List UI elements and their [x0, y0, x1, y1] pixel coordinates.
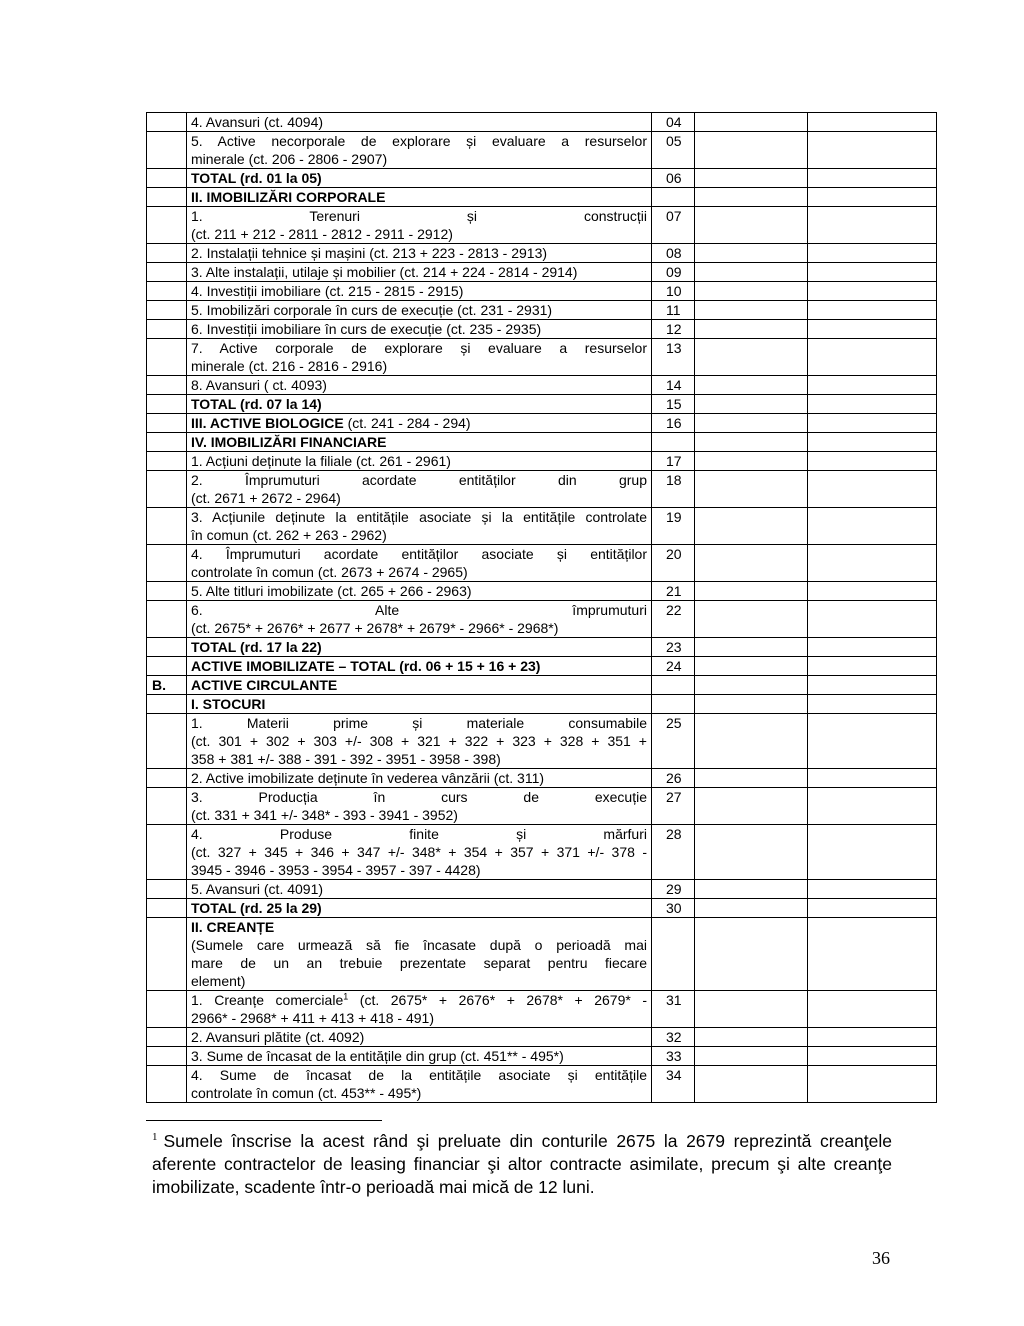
value-cell-previous: [695, 376, 808, 395]
value-cell-current: [808, 339, 937, 376]
value-cell-previous: [695, 433, 808, 452]
value-cell-current: [808, 169, 937, 188]
row-code-cell: 08: [652, 244, 695, 263]
row-label-line: controlate în comun (ct. 2673 + 2674 - 2965): [191, 564, 468, 580]
value-cell-previous: [695, 301, 808, 320]
section-letter-cell: [147, 991, 187, 1028]
value-cell-previous: [695, 132, 808, 169]
row-label-cell: [187, 282, 652, 301]
value-cell-current: [808, 657, 937, 676]
row-code-cell: 26: [652, 769, 695, 788]
value-cell-previous: [695, 582, 808, 601]
row-label-line: 8. Avansuri ( ct. 4093): [191, 377, 327, 393]
section-letter-cell: [147, 788, 187, 825]
section-letter-cell: [147, 395, 187, 414]
row-code-cell: 14: [652, 376, 695, 395]
row-code-cell: 29: [652, 880, 695, 899]
row-label-cell: [187, 452, 652, 471]
row-label-cell: [187, 132, 652, 169]
value-cell-previous: [695, 788, 808, 825]
row-label-line: 3. Acțiunile deținute la entitățile asociate și la entitățile controlate: [191, 509, 647, 525]
value-cell-previous: [695, 320, 808, 339]
row-label-line: 2. Avansuri plătite (ct. 4092): [191, 1029, 365, 1045]
row-label-line: I. STOCURI: [191, 696, 266, 712]
row-label-line: [191, 991, 647, 1009]
section-letter-cell: [147, 282, 187, 301]
row-label-note: element): [191, 973, 246, 989]
footnote-reference: 1: [343, 991, 349, 1002]
value-cell-current: [808, 433, 937, 452]
value-cell-previous: [695, 244, 808, 263]
section-letter-cell: [147, 695, 187, 714]
table-row: [147, 1028, 937, 1047]
section-letter-cell: [147, 376, 187, 395]
table-row: [147, 244, 937, 263]
row-label-cell: [187, 582, 652, 601]
table-row: [147, 263, 937, 282]
value-cell-previous: [695, 825, 808, 880]
row-label-cell: [187, 433, 652, 452]
table-row: [147, 188, 937, 207]
section-letter-cell: [147, 320, 187, 339]
value-cell-current: [808, 788, 937, 825]
section-letter-cell: [147, 263, 187, 282]
section-letter-cell: [147, 471, 187, 508]
table-row: [147, 657, 937, 676]
row-label-cell: [187, 320, 652, 339]
row-label-cell: [187, 638, 652, 657]
table-row: [147, 471, 937, 508]
value-cell-current: [808, 132, 937, 169]
value-cell-previous: [695, 263, 808, 282]
row-label-cell: [187, 188, 652, 207]
value-cell-current: [808, 508, 937, 545]
value-cell-current: [808, 991, 937, 1028]
row-label-cell: [187, 339, 652, 376]
row-code-cell: 17: [652, 452, 695, 471]
section-letter-cell: [147, 339, 187, 376]
row-label-cell: [187, 657, 652, 676]
table-row: [147, 899, 937, 918]
table-row: [147, 991, 937, 1028]
row-code-cell: 31: [652, 991, 695, 1028]
section-letter-cell: [147, 1028, 187, 1047]
value-cell-previous: [695, 169, 808, 188]
row-code-cell: 05: [652, 132, 695, 169]
row-code-cell: 30: [652, 899, 695, 918]
table-row: [147, 1066, 937, 1103]
row-label-cell: [187, 169, 652, 188]
value-cell-current: [808, 301, 937, 320]
section-letter-cell: [147, 918, 187, 991]
section-letter-cell: [147, 1066, 187, 1103]
row-label-line: 6. Alte împrumuturi: [191, 602, 647, 618]
row-label-accounts: (ct. 241 - 284 - 294): [343, 415, 471, 431]
row-label-cell: [187, 508, 652, 545]
row-label-line: 3. Producția în curs de execuție: [191, 789, 647, 805]
row-label-note: (Sumele care urmează să fie încasate după o perioadă mai: [191, 937, 647, 953]
row-label-line: 5. Avansuri (ct. 4091): [191, 881, 324, 897]
value-cell-previous: [695, 339, 808, 376]
table-row: [147, 638, 937, 657]
value-cell-current: [808, 714, 937, 769]
row-label-line: (ct. 331 + 341 +/- 348* - 393 - 3941 - 3952): [191, 807, 458, 823]
table-row: [147, 714, 937, 769]
section-letter-cell: [147, 508, 187, 545]
row-label-line: 1. Terenuri și construcții: [191, 208, 647, 224]
row-code-cell: 27: [652, 788, 695, 825]
row-code-cell: 20: [652, 545, 695, 582]
section-letter-cell: [147, 244, 187, 263]
row-label-line: 2966* - 2968* + 411 + 413 + 418 - 491): [191, 1010, 434, 1026]
value-cell-previous: [695, 695, 808, 714]
value-cell-current: [808, 769, 937, 788]
value-cell-previous: [695, 1066, 808, 1103]
row-label-note: mare de un an trebuie prezentate separat pentru fiecare: [191, 955, 647, 971]
row-label-line: TOTAL (rd. 25 la 29): [191, 900, 322, 916]
value-cell-current: [808, 582, 937, 601]
value-cell-current: [808, 282, 937, 301]
section-letter-cell: [147, 113, 187, 132]
value-cell-current: [808, 207, 937, 244]
value-cell-previous: [695, 188, 808, 207]
table-row: [147, 452, 937, 471]
section-letter-cell: [147, 582, 187, 601]
table-row: [147, 545, 937, 582]
row-code-cell: 25: [652, 714, 695, 769]
row-label-line: 2. Împrumuturi acordate entităților din grup: [191, 472, 647, 488]
section-letter-cell: [147, 899, 187, 918]
row-code-cell: 04: [652, 113, 695, 132]
table-row: [147, 376, 937, 395]
row-label-line: 5. Active necorporale de explorare și evaluare a resurselor: [191, 133, 647, 149]
row-label-cell: [187, 991, 652, 1028]
section-letter-cell: [147, 169, 187, 188]
row-label-cell: [187, 880, 652, 899]
table-body: [147, 113, 937, 1103]
row-label-line: 4. Investiții imobiliare (ct. 215 - 2815 - 2915): [191, 283, 464, 299]
row-code-cell: 11: [652, 301, 695, 320]
section-letter-cell: [147, 601, 187, 638]
value-cell-previous: [695, 918, 808, 991]
row-label-cell: [187, 788, 652, 825]
table-row: [147, 695, 937, 714]
row-label-line: 3. Alte instalații, utilaje și mobilier (ct. 214 + 224 - 2814 - 2914): [191, 264, 578, 280]
value-cell-current: [808, 918, 937, 991]
row-label-cell: [187, 695, 652, 714]
table-row: [147, 395, 937, 414]
table-row: [147, 339, 937, 376]
row-label-line: 6. Investiții imobiliare în curs de execuție (ct. 235 - 2935): [191, 321, 542, 337]
row-label-line: [191, 414, 647, 432]
value-cell-current: [808, 263, 937, 282]
footnote-separator: [146, 1120, 382, 1121]
value-cell-current: [808, 395, 937, 414]
row-code-cell: 15: [652, 395, 695, 414]
value-cell-previous: [695, 414, 808, 433]
value-cell-previous: [695, 769, 808, 788]
row-code-cell: 24: [652, 657, 695, 676]
table-row: [147, 508, 937, 545]
value-cell-current: [808, 113, 937, 132]
row-label-text: III. ACTIVE BIOLOGICE: [191, 415, 344, 431]
row-label-line: TOTAL (rd. 17 la 22): [191, 639, 322, 655]
section-letter-cell: B.: [147, 676, 187, 695]
value-cell-previous: [695, 452, 808, 471]
row-label-cell: [187, 1066, 652, 1103]
table-row: [147, 601, 937, 638]
value-cell-previous: [695, 508, 808, 545]
value-cell-current: [808, 880, 937, 899]
table-row: [147, 1047, 937, 1066]
row-label-cell: [187, 113, 652, 132]
row-label-cell: [187, 207, 652, 244]
row-code-cell: 23: [652, 638, 695, 657]
row-label-cell: [187, 1028, 652, 1047]
value-cell-current: [808, 471, 937, 508]
row-label-line: 3945 - 3946 - 3953 - 3954 - 3957 - 397 - 4428): [191, 862, 481, 878]
section-letter-cell: [147, 414, 187, 433]
table-row: [147, 676, 937, 695]
value-cell-previous: [695, 282, 808, 301]
row-code-cell: 34: [652, 1066, 695, 1103]
row-label-line: (ct. 2671 + 2672 - 2964): [191, 490, 341, 506]
value-cell-current: [808, 825, 937, 880]
page-number: 36: [872, 1248, 890, 1268]
value-cell-previous: [695, 207, 808, 244]
row-label-line: controlate în comun (ct. 453** - 495*): [191, 1085, 422, 1101]
row-label-cell: [187, 471, 652, 508]
row-label-cell: [187, 376, 652, 395]
row-code-cell: [652, 188, 695, 207]
row-label-line: TOTAL (rd. 07 la 14): [191, 396, 322, 412]
row-label-cell: [187, 545, 652, 582]
value-cell-current: [808, 545, 937, 582]
row-label-cell: [187, 714, 652, 769]
row-label-line: II. IMOBILIZĂRI CORPORALE: [191, 189, 386, 205]
table-row: [147, 282, 937, 301]
section-letter-cell: [147, 545, 187, 582]
row-label-cell: [187, 395, 652, 414]
section-letter-cell: [147, 207, 187, 244]
section-letter-cell: [147, 714, 187, 769]
section-letter-cell: [147, 132, 187, 169]
row-label-cell: [187, 769, 652, 788]
row-label-line: 1. Materii prime și materiale consumabile: [191, 715, 647, 731]
row-label-line: minerale (ct. 206 - 2806 - 2907): [191, 151, 388, 167]
section-letter-cell: [147, 769, 187, 788]
value-cell-previous: [695, 676, 808, 695]
row-code-cell: [652, 433, 695, 452]
row-code-cell: 10: [652, 282, 695, 301]
footnote-text: Sumele înscrise la acest rând şi preluate din conturile 2675 la 2679 reprezintă creanţele aferente contractelor de leasing financiar şi altor contracte asimilate, precum şi alte creanţe imobilizate, scadente într-o perioadă mai mică de 12 luni.: [152, 1131, 892, 1197]
section-letter-cell: [147, 188, 187, 207]
section-letter-cell: [147, 1047, 187, 1066]
row-code-cell: [652, 695, 695, 714]
row-code-cell: 07: [652, 207, 695, 244]
value-cell-current: [808, 899, 937, 918]
row-code-cell: 28: [652, 825, 695, 880]
value-cell-previous: [695, 1028, 808, 1047]
value-cell-current: [808, 244, 937, 263]
row-label-text: (ct. 2675* + 2676* + 2678* + 2679* -: [348, 992, 647, 1008]
section-letter-cell: [147, 301, 187, 320]
balance-sheet-table: [146, 112, 937, 1103]
section-letter-cell: [147, 657, 187, 676]
row-code-cell: 19: [652, 508, 695, 545]
row-label-line: 5. Alte titluri imobilizate (ct. 265 + 266 - 2963): [191, 583, 472, 599]
row-label-line: (ct. 2675* + 2676* + 2677 + 2678* + 2679* - 2966* - 2968*): [191, 620, 559, 636]
value-cell-current: [808, 1047, 937, 1066]
table-row: [147, 132, 937, 169]
section-letter-cell: [147, 880, 187, 899]
row-label-cell: [187, 825, 652, 880]
table-row: [147, 207, 937, 244]
value-cell-current: [808, 452, 937, 471]
value-cell-previous: [695, 991, 808, 1028]
row-label-line: 7. Active corporale de explorare și evaluare a resurselor: [191, 340, 647, 356]
row-label-cell: [187, 414, 652, 433]
row-label-line: 4. Avansuri (ct. 4094): [191, 114, 324, 130]
value-cell-current: [808, 188, 937, 207]
value-cell-previous: [695, 880, 808, 899]
row-label-cell: [187, 899, 652, 918]
value-cell-previous: [695, 545, 808, 582]
table-row: [147, 788, 937, 825]
row-code-cell: 22: [652, 601, 695, 638]
table-row: [147, 414, 937, 433]
footnote-mark: 1: [152, 1131, 158, 1144]
row-code-cell: [652, 676, 695, 695]
value-cell-previous: [695, 113, 808, 132]
value-cell-current: [808, 601, 937, 638]
footnote: [152, 1130, 892, 1199]
value-cell-current: [808, 1066, 937, 1103]
row-label-cell: [187, 244, 652, 263]
row-code-cell: 33: [652, 1047, 695, 1066]
value-cell-previous: [695, 471, 808, 508]
table-row: [147, 301, 937, 320]
row-label-cell: [187, 301, 652, 320]
row-label-cell: [187, 1047, 652, 1066]
table-row: [147, 582, 937, 601]
value-cell-current: [808, 414, 937, 433]
row-label-line: 4. Împrumuturi acordate entităților asociate și entităților: [191, 546, 647, 562]
row-label-line: ACTIVE IMOBILIZATE – TOTAL (rd. 06 + 15 + 16 + 23): [191, 658, 541, 674]
value-cell-previous: [695, 601, 808, 638]
value-cell-previous: [695, 657, 808, 676]
table-row: [147, 880, 937, 899]
value-cell-previous: [695, 714, 808, 769]
row-label-line: minerale (ct. 216 - 2816 - 2916): [191, 358, 388, 374]
row-code-cell: 12: [652, 320, 695, 339]
table-row: [147, 113, 937, 132]
row-label-line: 3. Sume de încasat de la entitățile din grup (ct. 451** - 495*): [191, 1048, 564, 1064]
table-row: [147, 769, 937, 788]
row-label-line: ACTIVE CIRCULANTE: [191, 677, 338, 693]
row-label-line: TOTAL (rd. 01 la 05): [191, 170, 322, 186]
section-letter-cell: [147, 433, 187, 452]
value-cell-previous: [695, 899, 808, 918]
row-label-line: în comun (ct. 262 + 263 - 2962): [191, 527, 387, 543]
row-label-line: (ct. 327 + 345 + 346 + 347 +/- 348* + 354 + 357 + 371 +/- 378 -: [191, 844, 647, 860]
row-label-cell: [187, 263, 652, 282]
row-label-line: (ct. 211 + 212 - 2811 - 2812 - 2911 - 2912): [191, 226, 453, 242]
row-code-cell: 06: [652, 169, 695, 188]
table-row: [147, 918, 937, 991]
row-label-text: 1. Creanțe comerciale: [191, 992, 344, 1008]
row-label-line: 358 + 381 +/- 388 - 391 - 392 - 3951 - 3958 - 398): [191, 751, 501, 767]
row-label-cell: [187, 601, 652, 638]
row-code-cell: 16: [652, 414, 695, 433]
value-cell-current: [808, 1028, 937, 1047]
value-cell-current: [808, 676, 937, 695]
row-label-line: 5. Imobilizări corporale în curs de execuție (ct. 231 - 2931): [191, 302, 553, 318]
table-row: [147, 320, 937, 339]
row-code-cell: 13: [652, 339, 695, 376]
row-label-line: II. CREANȚE: [191, 919, 275, 935]
row-label-cell: [187, 918, 652, 991]
value-cell-previous: [695, 638, 808, 657]
section-letter-cell: [147, 452, 187, 471]
row-label-line: 2. Active imobilizate deținute în vederea vânzării (ct. 311): [191, 770, 545, 786]
table-row: [147, 433, 937, 452]
row-code-cell: [652, 918, 695, 991]
row-code-cell: 21: [652, 582, 695, 601]
row-label-line: 1. Acțiuni deținute la filiale (ct. 261 - 2961): [191, 453, 451, 469]
row-code-cell: 18: [652, 471, 695, 508]
row-label-cell: [187, 676, 652, 695]
table-row: [147, 825, 937, 880]
value-cell-previous: [695, 1047, 808, 1066]
section-letter-cell: [147, 825, 187, 880]
value-cell-current: [808, 320, 937, 339]
value-cell-previous: [695, 395, 808, 414]
row-label-line: IV. IMOBILIZĂRI FINANCIARE: [191, 434, 387, 450]
row-code-cell: 32: [652, 1028, 695, 1047]
row-label-line: 2. Instalații tehnice și mașini (ct. 213 + 223 - 2813 - 2913): [191, 245, 548, 261]
row-code-cell: 09: [652, 263, 695, 282]
section-letter-cell: [147, 638, 187, 657]
value-cell-current: [808, 638, 937, 657]
value-cell-current: [808, 695, 937, 714]
row-label-line: (ct. 301 + 302 + 303 +/- 308 + 321 + 322 + 323 + 328 + 351 +: [191, 733, 647, 749]
table-row: [147, 169, 937, 188]
value-cell-current: [808, 376, 937, 395]
row-label-line: 4. Sume de încasat de la entitățile asociate și entitățile: [191, 1067, 647, 1083]
row-label-line: 4. Produse finite și mărfuri: [191, 826, 647, 842]
